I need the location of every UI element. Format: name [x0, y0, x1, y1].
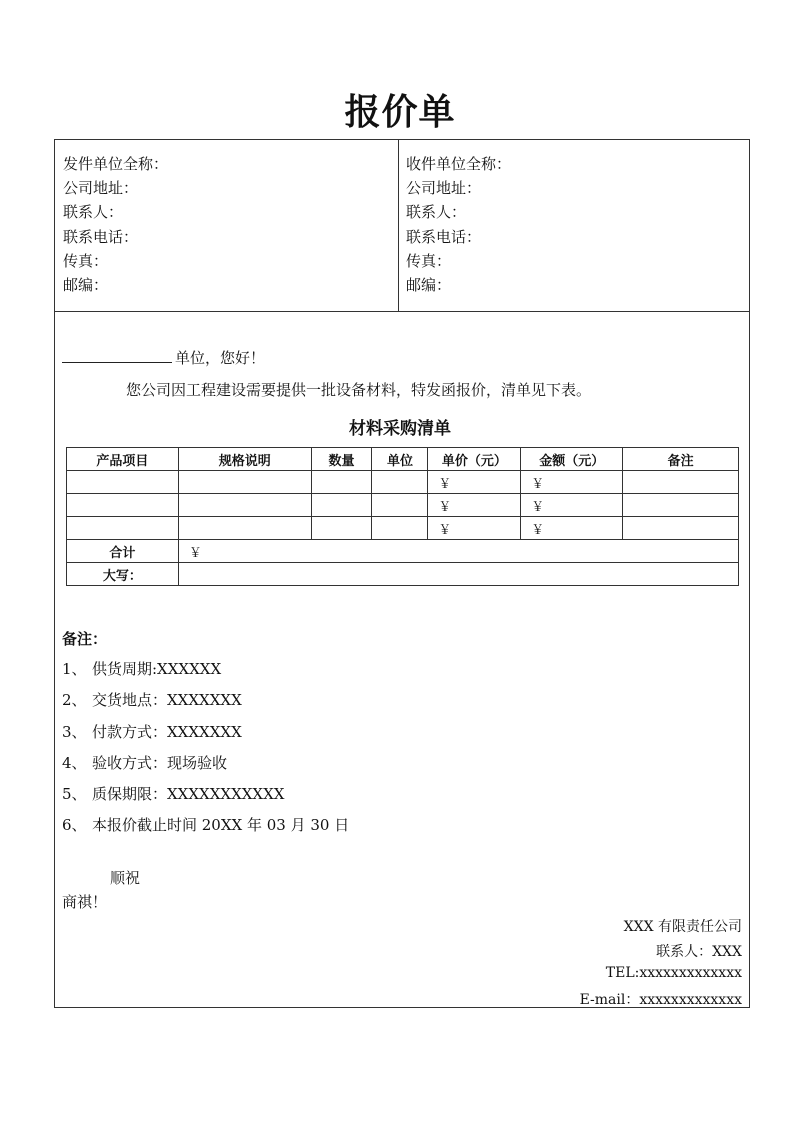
receiver-company-label: 收件单位全称：: [406, 155, 512, 173]
recipient-blank[interactable]: [62, 348, 172, 363]
signature-email: E-mail：xxxxxxxxxxxxx: [579, 992, 742, 1008]
receiver-info: [406, 152, 511, 297]
note-text: 付款方式：XXXXXXX: [92, 722, 242, 741]
cell-quantity[interactable]: [311, 494, 372, 517]
capital-value[interactable]: [178, 563, 738, 586]
greeting-line: [62, 347, 265, 368]
cell-amount[interactable]: ￥: [521, 471, 623, 494]
header-unit: 单位: [372, 448, 428, 471]
note-item: [62, 813, 349, 844]
note-item: [62, 688, 349, 719]
note-text: 交货地点：XXXXXXX: [92, 691, 242, 710]
cell-unit[interactable]: [372, 471, 428, 494]
cell-remarks[interactable]: [623, 494, 739, 517]
cell-unit[interactable]: [372, 517, 428, 540]
header-remarks: 备注: [623, 448, 739, 471]
cell-spec[interactable]: [178, 494, 311, 517]
header-spec: 规格说明: [178, 448, 311, 471]
receiver-postcode-label: 邮编：: [406, 276, 452, 295]
cell-product[interactable]: [67, 471, 179, 494]
cell-product[interactable]: [67, 517, 179, 540]
address-divider: [398, 140, 399, 311]
header-unit-price: 单价（元）: [428, 448, 521, 471]
sender-contact-label: 联系人：: [63, 203, 124, 222]
address-block: [55, 140, 749, 312]
closing-regards: 顺祝: [110, 869, 141, 887]
note-number: 1、: [62, 660, 87, 678]
note-item: [62, 782, 349, 813]
materials-table: [66, 447, 739, 586]
greeting-text: 单位，您好！: [175, 349, 266, 367]
sender-phone-label: 联系电话：: [63, 227, 139, 246]
cell-unit-price[interactable]: ￥: [428, 494, 521, 517]
signature-tel: TEL:xxxxxxxxxxxxx: [605, 965, 742, 981]
document-title: 报价单: [344, 91, 456, 133]
note-number: 6、: [62, 816, 87, 835]
table-row: [67, 471, 739, 494]
capital-label: 大写：: [67, 563, 179, 586]
receiver-phone-label: 联系电话：: [406, 227, 482, 246]
cell-quantity[interactable]: [311, 471, 372, 494]
cell-remarks[interactable]: [623, 471, 739, 494]
note-text: 验收方式：现场验收: [92, 753, 228, 772]
note-text: 供货周期:XXXXXX: [92, 660, 222, 678]
cell-quantity[interactable]: [311, 517, 372, 540]
signature-company: XXX 有限责任公司: [623, 919, 742, 935]
receiver-fax-label: 传真：: [406, 251, 452, 270]
sender-postcode-label: 邮编：: [63, 276, 109, 295]
note-number: 2、: [62, 691, 87, 710]
cell-amount[interactable]: ￥: [521, 494, 623, 517]
cell-remarks[interactable]: [623, 517, 739, 540]
cell-spec[interactable]: [178, 517, 311, 540]
table-row: [67, 494, 739, 517]
sender-fax-label: 传真：: [63, 251, 109, 270]
note-text: 本报价截止时间 20XX 年 03 月 30 日: [92, 816, 350, 835]
note-item: [62, 751, 349, 782]
intro-paragraph: 您公司因工程建设需要提供一批设备材料，特发函报价，清单见下表。: [126, 381, 592, 399]
table-title: 材料采购清单: [349, 419, 451, 439]
header-quantity: 数量: [311, 448, 372, 471]
total-label: 合计: [67, 540, 179, 563]
note-text: 质保期限：XXXXXXXXXXX: [92, 785, 285, 804]
note-number: 3、: [62, 722, 87, 741]
total-value[interactable]: ￥: [178, 540, 738, 563]
sender-company-label: 发件单位全称：: [63, 155, 169, 173]
cell-amount[interactable]: ￥: [521, 517, 623, 540]
sender-info: [63, 152, 168, 297]
sender-address-label: 公司地址：: [63, 179, 139, 198]
cell-product[interactable]: [67, 494, 179, 517]
cell-spec[interactable]: [178, 471, 311, 494]
receiver-address-label: 公司地址：: [406, 179, 482, 198]
signature-contact: 联系人：XXX: [656, 944, 742, 960]
table-header-row: [67, 448, 739, 471]
note-item: [62, 657, 349, 688]
note-number: 4、: [62, 753, 87, 772]
cell-unit-price[interactable]: ￥: [428, 471, 521, 494]
capital-row: [67, 563, 739, 586]
total-row: [67, 540, 739, 563]
note-number: 5、: [62, 785, 87, 804]
receiver-contact-label: 联系人：: [406, 203, 467, 222]
cell-unit-price[interactable]: ￥: [428, 517, 521, 540]
cell-unit[interactable]: [372, 494, 428, 517]
header-product: 产品项目: [67, 448, 179, 471]
notes-title: 备注：: [62, 630, 108, 648]
note-item: [62, 720, 349, 751]
closing-wish: 商祺！: [62, 893, 108, 911]
notes-list: [62, 657, 349, 845]
header-amount: 金额（元）: [521, 448, 623, 471]
table-row: [67, 517, 739, 540]
